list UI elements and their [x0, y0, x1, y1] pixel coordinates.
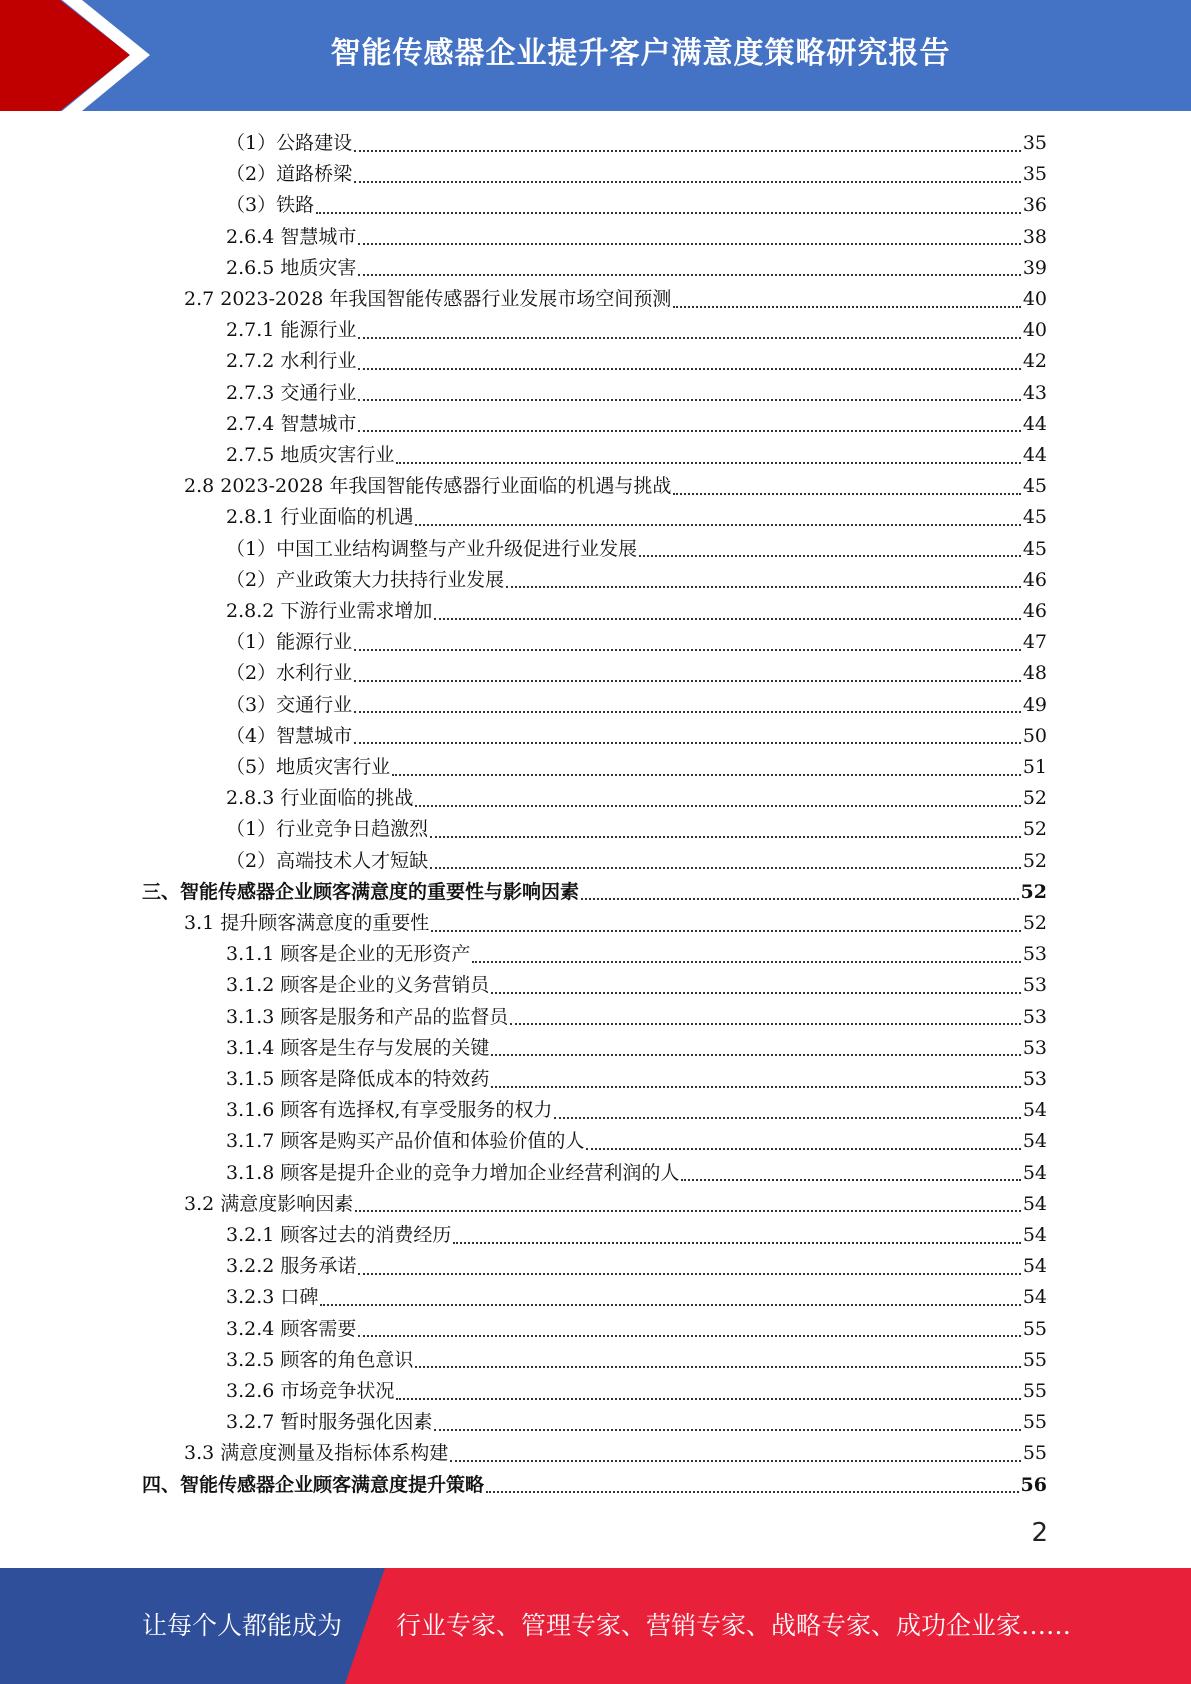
toc-entry-page: 44: [1022, 444, 1047, 466]
toc-entry[interactable]: [226, 1314, 1047, 1345]
toc-entry-page: 46: [1022, 568, 1047, 591]
toc-entry-label: 2.7.1 能源行业: [226, 319, 357, 342]
toc-entry[interactable]: [142, 877, 1047, 908]
toc-entry[interactable]: [226, 721, 1047, 752]
toc-entry[interactable]: [226, 253, 1047, 284]
toc-dot-leader: [430, 836, 1021, 838]
toc-entry-page: 46: [1022, 600, 1047, 622]
toc-dot-leader: [396, 462, 1020, 464]
toc-entry-page: 55: [1022, 1348, 1047, 1371]
toc-entry-label: （1）行业竞争日趋激烈: [226, 818, 429, 841]
toc-dot-leader: [581, 898, 1019, 900]
toc-dot-leader: [510, 1023, 1020, 1025]
toc-entry[interactable]: [226, 939, 1047, 970]
toc-dot-leader: [358, 1273, 1020, 1275]
toc-entry-label: 2.8.1 行业面临的机遇: [226, 506, 414, 529]
toc-dot-leader: [415, 524, 1020, 526]
toc-entry-label: （2）道路桥梁: [226, 163, 353, 186]
toc-entry[interactable]: [226, 1095, 1047, 1126]
toc-entry-label: 2.6.5 地质灾害: [226, 256, 357, 279]
toc-entry-label: 2.8.2 下游行业需求增加: [226, 600, 433, 622]
toc-entry[interactable]: [226, 1002, 1047, 1033]
toc-entry[interactable]: [226, 1033, 1047, 1064]
toc-entry-label: （1）能源行业: [226, 631, 353, 654]
toc-entry-page: 45: [1022, 537, 1047, 560]
toc-entry[interactable]: [226, 534, 1047, 565]
toc-entry-page: 53: [1022, 1005, 1047, 1028]
footer-slogan-right: 行业专家、管理专家、营销专家、战略专家、成功企业家……: [396, 1611, 1072, 1640]
toc-entry-page: 35: [1022, 163, 1047, 186]
toc-entry-label: （2）高端技术人才短缺: [226, 849, 429, 872]
toc-dot-leader: [472, 961, 1020, 963]
toc-entry[interactable]: [226, 970, 1047, 1001]
toc-entry-page: 40: [1022, 319, 1047, 342]
toc-entry-page: 54: [1022, 1192, 1047, 1215]
toc-entry-page: 42: [1022, 350, 1047, 373]
toc-entry[interactable]: [226, 1282, 1047, 1313]
toc-entry[interactable]: [226, 502, 1047, 533]
toc-entry-label: 三、智能传感器企业顾客满意度的重要性与影响因素: [142, 880, 580, 903]
toc-entry[interactable]: [226, 1158, 1047, 1189]
toc-entry-page: 55: [1022, 1442, 1047, 1465]
page-footer: [0, 1568, 1191, 1684]
toc-entry-label: 3.2.6 市场竞争状况: [226, 1380, 395, 1402]
toc-entry-page: 52: [1022, 912, 1047, 934]
toc-dot-leader: [586, 1148, 1020, 1150]
toc-dot-leader: [491, 1086, 1020, 1088]
toc-dot-leader: [415, 1366, 1020, 1368]
page-number: 2: [1031, 1518, 1048, 1548]
toc-entry[interactable]: [184, 908, 1047, 939]
toc-entry-page: 45: [1022, 475, 1047, 498]
toc-entry-page: 55: [1022, 1380, 1047, 1402]
toc-entry-page: 38: [1022, 225, 1047, 248]
toc-entry-label: 3.1.3 顾客是服务和产品的监督员: [226, 1005, 509, 1028]
toc-entry-page: 48: [1022, 662, 1047, 685]
toc-dot-leader: [681, 1179, 1020, 1181]
toc-entry-label: （3）交通行业: [226, 693, 353, 716]
toc-entry-label: 3.2.1 顾客过去的消费经历: [226, 1224, 452, 1246]
toc-entry-label: 3.3 满意度测量及指标体系构建: [184, 1442, 449, 1465]
toc-entry-label: 2.8.3 行业面临的挑战: [226, 787, 414, 810]
toc-entry[interactable]: [226, 346, 1047, 377]
toc-entry-page: 53: [1022, 974, 1047, 997]
toc-entry-label: （3）铁路: [226, 194, 315, 217]
toc-dot-leader: [354, 711, 1021, 713]
toc-entry[interactable]: [226, 846, 1047, 877]
toc-entry-page: 44: [1022, 412, 1047, 435]
toc-dot-leader: [673, 306, 1020, 308]
toc-entry-page: 39: [1022, 256, 1047, 279]
toc-entry-label: （4）智慧城市: [226, 724, 353, 747]
toc-entry-label: 2.8 2023-2028 年我国智能传感器行业面临的机遇与挑战: [184, 475, 672, 498]
toc-entry-page: 47: [1022, 631, 1047, 654]
toc-entry[interactable]: [226, 1407, 1047, 1438]
footer-slogan-left: 让每个人都能成为: [142, 1611, 343, 1640]
toc-dot-leader: [430, 867, 1021, 869]
toc-entry[interactable]: [226, 1376, 1047, 1407]
toc-entry[interactable]: [226, 409, 1047, 440]
toc-entry-page: 56: [1020, 1473, 1047, 1496]
toc-entry[interactable]: [226, 159, 1047, 190]
toc-entry-page: 54: [1022, 1161, 1047, 1184]
toc-entry-page: 52: [1022, 787, 1047, 810]
toc-dot-leader: [354, 649, 1021, 651]
toc-entry-page: 52: [1022, 849, 1047, 872]
toc-entry-label: （5）地质灾害行业: [226, 756, 391, 778]
toc-entry-label: 3.2.7 暂时服务强化因素: [226, 1411, 433, 1434]
toc-entry-page: 45: [1022, 506, 1047, 529]
toc-entry-page: 55: [1022, 1317, 1047, 1340]
toc-entry[interactable]: [226, 658, 1047, 689]
toc-entry-label: 3.2.2 服务承诺: [226, 1255, 357, 1278]
toc-dot-leader: [396, 1398, 1020, 1400]
page-header: [0, 0, 1191, 111]
toc-dot-leader: [415, 805, 1020, 807]
toc-entry-label: 2.6.4 智慧城市: [226, 225, 357, 248]
toc-entry-page: 40: [1022, 288, 1047, 310]
toc-dot-leader: [453, 1242, 1020, 1244]
toc-entry-label: 3.1.2 顾客是企业的义务营销员: [226, 974, 490, 997]
toc-entry[interactable]: [184, 1438, 1047, 1469]
toc-entry[interactable]: [226, 783, 1047, 814]
toc-dot-leader: [673, 493, 1020, 495]
toc-dot-leader: [358, 243, 1020, 245]
toc-entry-label: （2）产业政策大力扶持行业发展: [226, 568, 505, 591]
toc-entry[interactable]: [226, 627, 1047, 658]
toc-entry-label: 四、智能传感器企业顾客满意度提升策略: [142, 1473, 485, 1496]
toc-entry-label: （1）公路建设: [226, 132, 353, 154]
toc-dot-leader: [392, 774, 1021, 776]
toc-dot-leader: [434, 618, 1020, 620]
toc-entry-page: 52: [1020, 880, 1047, 903]
toc-dot-leader: [354, 181, 1021, 183]
toc-entry-page: 55: [1022, 1411, 1047, 1434]
toc-entry-page: 49: [1022, 693, 1047, 716]
toc-dot-leader: [358, 399, 1020, 401]
toc-entry[interactable]: [226, 1126, 1047, 1157]
toc-dot-leader: [355, 1210, 1021, 1212]
header-arrow-decoration: [0, 0, 160, 111]
toc-entry[interactable]: [226, 315, 1047, 346]
toc-entry-label: 3.1 提升顾客满意度的重要性: [184, 912, 430, 934]
toc-dot-leader: [639, 555, 1021, 557]
toc-entry[interactable]: [226, 1220, 1047, 1251]
toc-entry[interactable]: [226, 1064, 1047, 1095]
toc-entry-page: 36: [1022, 194, 1047, 217]
report-title: 智能传感器企业提升客户满意度策略研究报告: [330, 36, 951, 71]
toc-entry[interactable]: [184, 284, 1047, 315]
toc-entry[interactable]: [226, 1251, 1047, 1282]
toc-dot-leader: [434, 1429, 1020, 1431]
toc-dot-leader: [358, 274, 1020, 276]
toc-entry-label: 3.1.4 顾客是生存与发展的关键: [226, 1036, 490, 1059]
toc-entry-label: 2.7.5 地质灾害行业: [226, 444, 395, 466]
toc-entry-page: 52: [1022, 818, 1047, 841]
toc-entry[interactable]: [226, 190, 1047, 221]
toc-entry-page: 54: [1022, 1224, 1047, 1246]
toc-entry-page: 53: [1022, 943, 1047, 966]
toc-entry[interactable]: [226, 440, 1047, 471]
toc-dot-leader: [320, 1304, 1020, 1306]
toc-entry-page: 43: [1022, 381, 1047, 404]
toc-entry[interactable]: [142, 1470, 1047, 1501]
toc-entry-label: 3.1.1 顾客是企业的无形资产: [226, 943, 471, 966]
toc-entry-label: 2.7.2 水利行业: [226, 350, 357, 373]
toc-dot-leader: [316, 212, 1021, 214]
toc-entry-page: 53: [1022, 1036, 1047, 1059]
toc-entry-label: 3.2 满意度影响因素: [184, 1192, 354, 1215]
toc-entry[interactable]: [226, 752, 1047, 783]
toc-entry[interactable]: [226, 1345, 1047, 1376]
toc-dot-leader: [450, 1460, 1021, 1462]
toc-dot-leader: [358, 368, 1020, 370]
toc-entry-label: 3.1.7 顾客是购买产品价值和体验价值的人: [226, 1130, 585, 1153]
toc-dot-leader: [354, 680, 1021, 682]
toc-entry[interactable]: [226, 596, 1047, 627]
toc-entry-label: 3.1.8 顾客是提升企业的竞争力增加企业经营利润的人: [226, 1161, 680, 1184]
toc-entry[interactable]: [184, 1189, 1047, 1220]
toc-entry-label: 2.7.4 智慧城市: [226, 412, 357, 435]
toc-entry-page: 54: [1022, 1099, 1047, 1122]
toc-dot-leader: [358, 1335, 1020, 1337]
toc-entry[interactable]: [226, 565, 1047, 596]
toc-entry[interactable]: [226, 222, 1047, 253]
toc-entry-page: 54: [1022, 1255, 1047, 1278]
toc-entry-page: 54: [1022, 1286, 1047, 1309]
toc-entry[interactable]: [184, 471, 1047, 502]
toc-dot-leader: [486, 1491, 1019, 1493]
toc-dot-leader: [491, 1054, 1020, 1056]
toc-dot-leader: [354, 150, 1021, 152]
toc-entry-label: 2.7.3 交通行业: [226, 381, 357, 404]
toc-entry-label: （2）水利行业: [226, 662, 353, 685]
toc-entry[interactable]: [226, 690, 1047, 721]
toc-dot-leader: [358, 430, 1020, 432]
toc-entry-page: 35: [1022, 132, 1047, 154]
toc-entry[interactable]: [226, 128, 1047, 159]
toc-entry[interactable]: [226, 814, 1047, 845]
toc-entry-page: 53: [1022, 1068, 1047, 1090]
toc-dot-leader: [506, 586, 1021, 588]
toc-dot-leader: [491, 992, 1020, 994]
toc-entry-page: 51: [1022, 756, 1047, 778]
toc-entry-page: 54: [1022, 1130, 1047, 1153]
toc-entry-label: 3.1.5 顾客是降低成本的特效药: [226, 1068, 490, 1090]
toc-entry-label: 3.2.3 口碑: [226, 1286, 319, 1309]
toc-entry-label: 2.7 2023-2028 年我国智能传感器行业发展市场空间预测: [184, 288, 672, 310]
toc-dot-leader: [354, 742, 1021, 744]
toc-entry-label: （1）中国工业结构调整与产业升级促进行业发展: [226, 537, 638, 560]
toc-dot-leader: [431, 930, 1021, 932]
toc-entry-label: 3.1.6 顾客有选择权,有享受服务的权力: [226, 1099, 553, 1122]
toc-entry[interactable]: [226, 378, 1047, 409]
toc-entry-label: 3.2.4 顾客需要: [226, 1317, 357, 1340]
toc-dot-leader: [358, 337, 1020, 339]
toc-entry-label: 3.2.5 顾客的角色意识: [226, 1348, 414, 1371]
toc-dot-leader: [554, 1117, 1020, 1119]
toc-entry-page: 50: [1022, 724, 1047, 747]
